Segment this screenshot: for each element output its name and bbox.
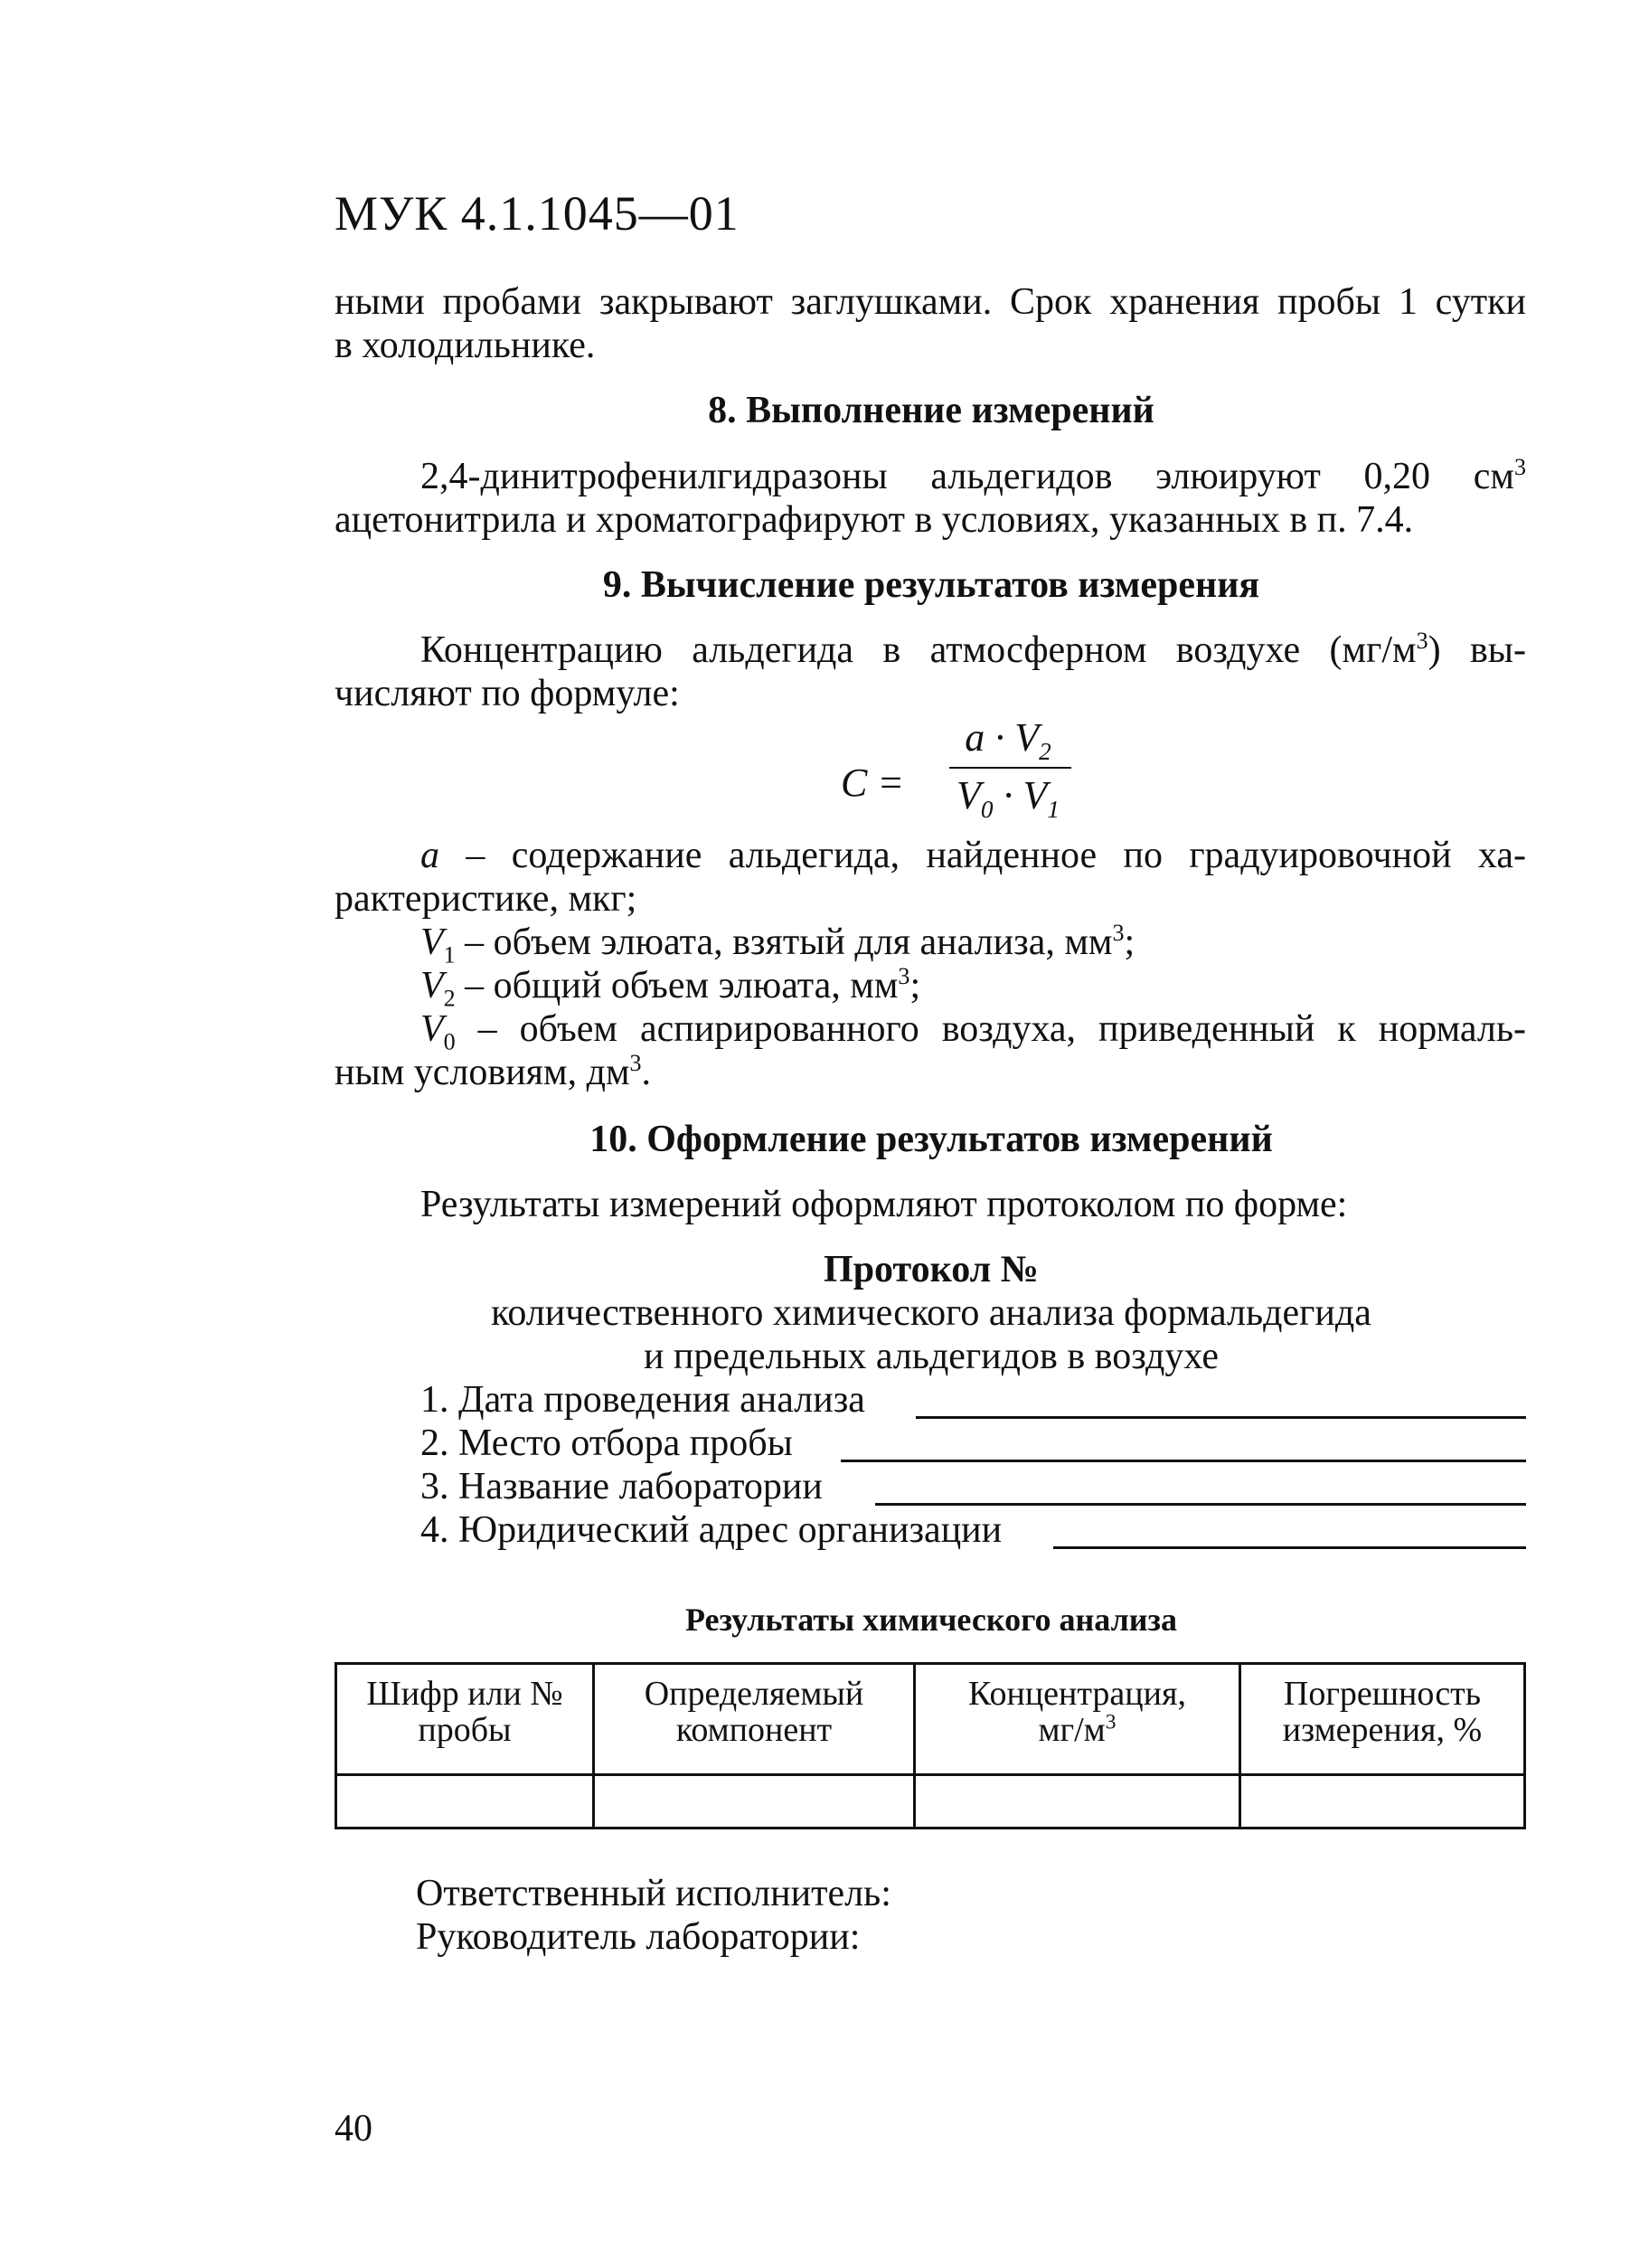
concentration-formula [814, 714, 1085, 850]
section-10-intro: Результаты измерений оформляют протоколом по форме: [420, 1184, 1348, 1225]
protocol-title: Протокол № [824, 1249, 1039, 1290]
protocol-field-line [916, 1416, 1526, 1419]
table-cell[interactable] [594, 1775, 915, 1829]
definition-v2: $V_2$ – общий объем элюата, $мм^3$; [420, 963, 921, 1012]
formula-denominator: $V_0 \cdot V_1$ [956, 773, 1060, 823]
section-9-line-1: Концентрацию альдегида в атмосферном воздухе $(мг/м^3)$ вы- [420, 628, 1526, 671]
protocol-field-label: 1. Дата проведения анализа [420, 1379, 865, 1421]
formula-lhs: C = [841, 761, 905, 805]
protocol-field-label: 2. Место отбора пробы [420, 1422, 793, 1464]
protocol-field-label: 3. Название лаборатории [420, 1466, 823, 1507]
protocol-field-line [1053, 1546, 1526, 1549]
section-9-line-2: числяют по формуле: [335, 673, 680, 714]
intro-line-2: в холодильнике. [335, 325, 596, 366]
table-cell[interactable] [915, 1775, 1240, 1829]
section-8-line-2: ацетонитрила и хроматографируют в условиях, указанных в п. 7.4. [335, 499, 1414, 541]
protocol-subtitle-2: и предельных альдегидов в воздухе [643, 1336, 1220, 1377]
page-number: 40 [335, 2108, 372, 2150]
responsible-executor-label: Ответственный исполнитель: [416, 1873, 891, 1914]
column-header-sample-code: Шифр или № пробы [336, 1664, 594, 1775]
results-table [335, 1662, 1526, 1829]
protocol-field-line [841, 1460, 1526, 1462]
table-cell[interactable] [1240, 1775, 1525, 1829]
formula-fraction-bar [949, 767, 1071, 769]
column-header-concentration: Концентрация, $мг/м^3$ [915, 1664, 1240, 1775]
definition-a-line-1: a – содержание альдегида, найденное по градуировочной ха- [420, 835, 1526, 876]
definition-a-line-2: рактеристике, мкг; [335, 878, 637, 920]
protocol-subtitle-1: количественного химического анализа формальдегида [491, 1292, 1371, 1334]
section-10-heading: 10. Оформление результатов измерений [589, 1119, 1273, 1160]
section-8-heading: 8. Выполнение измерений [708, 390, 1154, 431]
protocol-field-label: 4. Юридический адрес организации [420, 1509, 1003, 1551]
definition-v1: $V_1$ – объем элюата, взятый для анализа, $мм^3$; [420, 920, 1135, 969]
results-table-header-row [336, 1664, 1525, 1775]
section-8-line-1: 2,4-динитрофенилгидразоны альдегидов элюируют 0,20 $см^3$ [420, 454, 1526, 497]
formula-numerator: $a \cdot V_2$ [965, 715, 1051, 765]
column-header-error: Погрешность измерения, % [1240, 1664, 1525, 1775]
section-9-heading: 9. Вычисление результатов измерения [602, 564, 1260, 606]
laboratory-head-label: Руководитель лаборатории: [416, 1916, 861, 1958]
definition-v0-line-1: $V_0$ – объем аспирированного воздуха, приведенный к нормаль- [420, 1008, 1526, 1055]
protocol-field-line [875, 1503, 1526, 1506]
definition-v0-line-2: ным условиям, $дм^3$. [335, 1050, 652, 1093]
document-code: МУК 4.1.1045—01 [335, 186, 740, 241]
intro-line-1: ными пробами закрывают заглушками. Срок хранения пробы 1 сутки [335, 281, 1526, 323]
table-row [336, 1775, 1525, 1829]
table-caption: Результаты химического анализа [684, 1602, 1178, 1638]
table-cell[interactable] [336, 1775, 594, 1829]
column-header-component: Определяемый компонент [594, 1664, 915, 1775]
